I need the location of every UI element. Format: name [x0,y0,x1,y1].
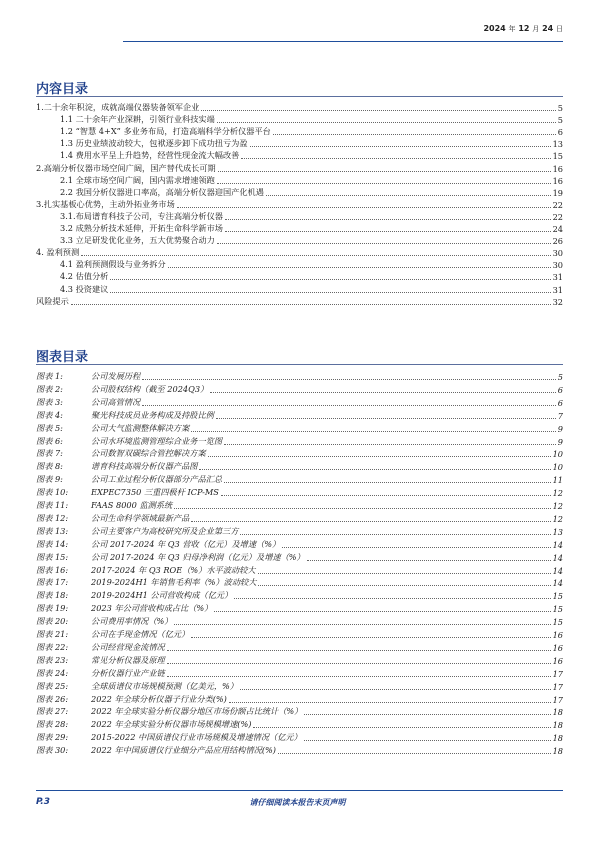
toc-page-number: 32 [552,296,563,307]
figure-entry[interactable] [36,435,563,447]
dot-leader [191,521,550,522]
toc-entry[interactable] [36,198,563,210]
toc-entry-title: 1.3 历史业绩波动较大，包袱逐步卸下成功扭亏为盈 [60,138,248,149]
figure-label: 图表 13: [36,525,69,536]
contents-title: 内容目录 [36,82,89,97]
figure-label: 图表 25: [36,680,69,691]
dot-leader [225,219,551,220]
toc-page-number: 6 [557,127,563,138]
dot-leader [174,624,550,625]
figure-entry[interactable] [36,473,563,485]
figure-title: 2022 年全球实验分析仪器市场规模增速(%) [91,719,252,730]
dot-leader [224,444,556,445]
figure-label: 图表 21: [36,629,69,639]
figure-title: 公司数智双碳综合管控解决方案 [91,448,206,459]
figure-label: 图表 30: [36,745,69,756]
figure-page-number: 15 [552,617,563,628]
dot-leader [250,146,551,147]
toc-entry[interactable] [60,283,563,295]
dot-leader [142,405,556,406]
toc-entry[interactable] [60,258,563,270]
figure-title: 公司经营现金流情况 [91,641,165,652]
figure-label: 图表 11: [36,500,69,510]
figure-label: 图表 20: [36,616,69,627]
figure-title: 2023 年公司营收构成占比（%） [91,603,213,614]
figure-entry[interactable] [36,396,563,408]
dot-leader [177,207,551,208]
figure-label: 图表 22: [36,641,69,652]
figure-entry[interactable] [36,564,563,576]
figure-page-number: 15 [552,604,563,615]
figure-title: 2019-2024H1 公司营收构成（亿元） [91,590,233,601]
dot-leader [191,637,550,638]
figure-entry[interactable] [36,654,563,666]
figure-page-number: 16 [552,642,563,653]
toc-entry[interactable] [60,222,563,234]
figure-entry[interactable] [36,499,563,511]
figure-entry[interactable] [36,383,563,395]
date-day-unit: 日 [556,25,563,33]
toc-entry-title: 1.2 “智慧 4+X” 多业务布局，打造高端科学分析仪器平台 [60,126,271,137]
toc-page-number: 15 [552,151,563,162]
figure-title: 2022 年全球分析仪器子行业分类(%) [91,693,227,704]
toc-entry-title: 3.扎实基板心优势，主动外拓业务市场 [36,198,175,209]
figure-page-number: 9 [557,423,563,434]
figure-title: 公司发展历程 [91,371,141,381]
figure-title: 公司费用率情况（%） [91,616,173,627]
toc-entry[interactable] [36,295,563,307]
figure-page-number: 9 [557,436,563,447]
dot-leader [229,702,551,703]
figure-page-number: 14 [552,578,563,589]
figure-label: 图表 3: [36,396,63,407]
figure-entry[interactable] [36,667,563,679]
figure-entry[interactable] [36,551,563,563]
figure-entry[interactable] [36,693,563,705]
figure-entry[interactable] [36,705,563,717]
figure-entry[interactable] [36,589,563,601]
figure-page-number: 6 [557,397,563,408]
toc-entry-title: 3.2 成熟分析技术延伸，开拓生命科学新市场 [60,223,223,233]
toc-page-number: 19 [552,187,563,198]
figure-page-number: 16 [552,630,563,640]
figure-page-number: 14 [552,565,563,576]
figure-page-number: 18 [552,733,563,744]
toc-entry-title: 2.1 全球市场空间广阔，国内需求增速领跑 [60,174,215,185]
figure-label: 图表 26: [36,693,69,704]
toc-entry-title: 4.2 估值分析 [60,271,109,282]
figure-title: 常见分析仪器及原理 [91,654,165,665]
toc-entry-title: 1.4 费用水平呈上升趋势，经营性现金流大幅改善 [60,150,240,161]
figure-label: 图表 19: [36,603,69,614]
figure-page-number: 14 [552,552,563,563]
figure-page-number: 17 [552,681,563,692]
figure-page-number: 13 [552,526,563,537]
figure-title: 全球质谱仪市场规模预测（亿美元，%） [91,680,238,691]
dot-leader [199,469,550,470]
figure-page-number: 18 [552,746,563,757]
dot-leader [224,482,551,483]
toc-entry-title: 2.2 我国分析仪器进口率高，高端分析仪器迎国产化机遇 [60,186,264,197]
figure-entry[interactable] [36,628,563,640]
figure-label: 图表 10: [36,487,69,498]
figure-entry[interactable] [36,718,563,730]
figures-title-rule [36,364,563,365]
figure-label: 图表 24: [36,667,69,678]
figure-page-number: 12 [552,488,563,499]
figure-entry[interactable] [36,460,563,472]
figure-label: 图表 12: [36,512,69,523]
dot-leader [258,585,550,586]
figure-title: 公司在手现金情况（亿元） [91,629,190,639]
dot-leader [81,255,550,256]
dot-leader [218,171,551,172]
figure-label: 图表 23: [36,654,69,665]
figure-label: 图表 6: [36,435,63,446]
figure-title: 公司大气监测整体解决方案 [91,422,190,433]
figure-title: 2022 年中国质谱仪行业细分产品应用结构情况(%) [91,745,276,756]
figure-page-number: 11 [552,475,563,486]
figure-title: 2015-2022 中国质谱仪行业市场规模及增速情况（亿元） [91,732,302,743]
dot-leader [168,267,551,268]
toc-entry[interactable] [60,149,563,161]
figure-label: 图表 8: [36,461,63,472]
figure-label: 图表 9: [36,474,63,485]
figure-title: 公司工业过程分析仪器部分产品汇总 [91,474,223,485]
dot-leader [258,573,551,574]
toc-page-number: 22 [552,211,563,222]
toc-entry[interactable] [60,113,563,125]
date-year: 2024 [483,24,506,33]
toc-entry-title: 1.1 二十余年产业深耕，引领行业科技实端 [60,114,215,125]
figure-entry[interactable] [36,370,563,382]
toc-entry[interactable] [60,125,563,137]
figure-title: 公司水环境监测管理综合业务一览图 [91,435,223,446]
toc-entry-title: 4.1 盈利预测假设与业务拆分 [60,259,166,270]
figure-entry[interactable] [36,409,563,421]
dot-leader [217,122,556,123]
figure-label: 图表 29: [36,732,69,743]
dot-leader [201,110,555,111]
figure-entry[interactable] [36,447,563,459]
figure-label: 图表 1: [36,371,63,381]
figure-page-number: 10 [552,462,563,473]
toc-entry-title: 4.3 投资建议 [60,283,109,294]
dot-leader [234,598,550,599]
toc-entry[interactable] [60,174,563,186]
dot-leader [210,392,556,393]
toc-entry[interactable] [60,234,563,246]
page-number: P.3 [36,797,50,807]
figure-page-number: 16 [552,655,563,666]
toc-entry[interactable] [36,246,563,258]
figure-page-number: 15 [552,591,563,602]
figure-label: 图表 18: [36,590,69,601]
toc-entry[interactable] [36,162,563,174]
figure-title: 分析仪器行业产业链 [91,667,165,678]
dot-leader [266,195,551,196]
figure-entry[interactable] [36,512,563,524]
figure-title: 2017-2024 年 Q3 ROE（%）水平波动较大 [91,564,256,575]
toc-entry-title: 3.1.布局谱育科技子公司，专注高端分析仪器 [60,210,223,221]
figure-label: 图表 16: [36,564,69,575]
figure-label: 图表 14: [36,538,69,549]
figure-title: 2019-2024H1 年销售毛利率（%）波动较大 [91,577,257,588]
dot-leader [110,292,550,293]
figure-label: 图表 15: [36,551,69,562]
dot-leader [225,231,551,232]
figure-title: 聚光科技成员业务构成及持股比例 [91,409,214,420]
date-month: 12 [518,24,530,33]
toc-entry-title: 4. 盈利预测 [36,247,80,258]
dot-leader [167,676,551,677]
dot-leader [167,650,551,651]
dot-leader [278,753,551,754]
dot-leader [217,183,551,184]
figure-label: 图表 7: [36,448,63,459]
dot-leader [142,379,556,380]
figure-entry[interactable] [36,744,563,756]
figure-page-number: 12 [552,513,563,524]
figure-label: 图表 2: [36,383,63,394]
dot-leader [216,418,556,419]
dot-leader [71,304,551,305]
toc-entry[interactable] [60,137,563,149]
figure-label: 图表 5: [36,422,63,433]
figure-page-number: 12 [552,501,563,511]
figure-label: 图表 27: [36,706,69,717]
dot-leader [191,431,556,432]
figure-title: 公司高管情况 [91,396,141,407]
figure-title: 公司股权结构（截至 2024Q3） [91,383,209,394]
figure-title: 谱育科技高端分析仪器产品图 [91,461,198,472]
toc-page-number: 5 [557,115,563,126]
figure-entry[interactable] [36,641,563,653]
figure-page-number: 14 [552,539,563,550]
figure-page-number: 5 [557,372,563,382]
dot-leader [217,243,551,244]
figures-title: 图表目录 [36,350,89,365]
toc-page-number: 26 [552,236,563,247]
toc-page-number: 5 [557,103,563,113]
figure-page-number: 18 [552,720,563,731]
figure-page-number: 17 [552,694,563,705]
dot-leader [221,495,551,496]
figure-entry[interactable] [36,680,563,692]
dot-leader [304,740,551,741]
toc-page-number: 22 [552,199,563,210]
toc-entry[interactable] [60,270,563,282]
toc-entry-title: 风险提示 [36,295,69,306]
toc-entry[interactable] [60,210,563,222]
figure-page-number: 10 [552,449,563,460]
figure-label: 图表 28: [36,719,69,730]
dot-leader [253,727,550,728]
dot-leader [167,663,551,664]
figure-title: 2022 年全球实验分析仪器分地区市场份额占比统计（%） [91,706,303,717]
toc-page-number: 30 [552,248,563,259]
toc-page-number: 30 [552,260,563,271]
dot-leader [214,611,550,612]
footer-rule [36,790,563,791]
toc-entry-title: 1.二十余年积淀，成就高端仪器装备领军企业 [36,102,200,112]
figure-title: EXPEC7350 三重四极杆 ICP-MS [91,487,219,498]
date-year-unit: 年 [508,25,516,33]
figure-title: 公司生命科学领域最新产品 [91,512,190,523]
dot-leader [240,689,551,690]
dot-leader [282,547,550,548]
toc-page-number: 13 [552,139,563,150]
dot-leader [241,158,550,159]
toc-page-number: 31 [552,272,563,283]
dot-leader [273,134,556,135]
dot-leader [208,456,551,457]
figure-entry[interactable] [36,538,563,550]
toc-entry[interactable] [60,186,563,198]
toc-page-number: 31 [552,284,563,295]
toc-entry-title: 2.高端分析仪器市场空间广阔，国产替代成长可期 [36,162,216,173]
figure-entry[interactable] [36,602,563,614]
dot-leader [307,560,551,561]
figure-title: FAAS 8000 监测系统 [91,500,173,510]
figure-label: 图表 17: [36,577,69,588]
toc-page-number: 16 [552,175,563,186]
header-rule [123,41,563,42]
figure-title: 公司 2017-2024 年 Q3 营收（亿元）及增速（%） [91,538,281,549]
dot-leader [304,714,550,715]
figure-label: 图表 4: [36,409,63,420]
figure-page-number: 17 [552,668,563,679]
figure-page-number: 6 [557,384,563,395]
figure-entry[interactable] [36,615,563,627]
figure-title: 公司主要客户为高校研究所及企业第三方 [91,525,239,536]
dot-leader [110,279,550,280]
figure-title: 公司 2017-2024 年 Q3 归母净利润（亿元）及增速（%） [91,551,305,562]
report-date [483,24,563,34]
figure-page-number: 7 [557,410,563,421]
toc-page-number: 16 [552,163,563,174]
figure-entry[interactable] [36,422,563,434]
footer-disclaimer: 请仔细阅读本报告末页声明 [249,798,346,807]
figure-entry[interactable] [36,731,563,743]
figure-entry[interactable] [36,576,563,588]
dot-leader [240,534,550,535]
toc-entry[interactable] [36,101,563,113]
date-month-unit: 月 [532,25,540,33]
figure-entry[interactable] [36,525,563,537]
figure-entry[interactable] [36,486,563,498]
toc-page-number: 24 [552,224,563,234]
date-day: 24 [542,24,554,33]
figure-page-number: 18 [552,707,563,718]
dot-leader [174,508,550,509]
contents-title-rule [36,96,563,97]
toc-entry-title: 3.3 立足研发优化业务，五大优势聚合动力 [60,235,215,246]
